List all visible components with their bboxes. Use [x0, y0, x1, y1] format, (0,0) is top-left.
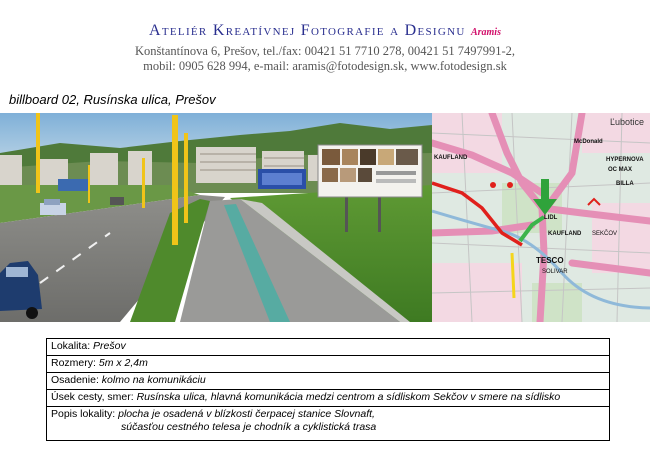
billboard-details-table — [46, 338, 610, 441]
detail-value-continued: súčasťou cestného telesa je chodník a cyklistická trasa — [121, 421, 377, 433]
detail-value: plocha je osadená v blízkosti čerpacej stanice Slovnaft, — [118, 408, 375, 420]
company-title: Ateliér Kreatívnej Fotografie a Designu — [149, 22, 466, 39]
billboard-caption: billboard 02, Rusínska ulica, Prešov — [9, 92, 216, 107]
address-line-1: Konštantínova 6, Prešov, tel./fax: 00421 51 7710 278, 00421 51 7497991-2, — [134, 44, 516, 58]
map-label-kaufland-top: KAUFLAND — [434, 155, 468, 161]
map-label-kaufland-mid: KAUFLAND — [548, 231, 582, 237]
map-label-sekcov: SEKČOV — [592, 231, 618, 237]
company-name — [0, 22, 650, 40]
detail-value: kolmo na komunikáciu — [101, 374, 206, 386]
map-label-billa: BILLA — [616, 181, 634, 187]
map-label-mcdonald: McDonald — [574, 139, 603, 145]
detail-row-osadenie — [47, 373, 609, 390]
map-label-tesco: TESCO — [536, 256, 564, 265]
detail-label: Lokalita: — [51, 340, 91, 352]
detail-label: Popis lokality: — [51, 408, 116, 420]
detail-value: Prešov — [93, 340, 126, 352]
map-label-lidl: LIDL — [544, 215, 558, 221]
street-photo-illustration — [0, 113, 432, 322]
detail-row-rozmery — [47, 356, 609, 373]
brand-logo-text: Aramis — [470, 27, 501, 38]
address-line-2: mobil: 0905 628 994, e-mail: aramis@fotodesign.sk, www.fotodesign.sk — [143, 59, 507, 73]
letterhead — [0, 22, 650, 74]
map-label-lubotice: Ľubotice — [610, 117, 645, 127]
detail-label: Rozmery: — [51, 357, 96, 369]
detail-value: Rusínska ulica, hlavná komunikácia medzi centrom a sídliskom Sekčov v smere na sídlisko — [136, 391, 561, 403]
map-label-solivar: SOLIVAR — [542, 269, 568, 275]
detail-row-usek-cesty — [47, 390, 609, 407]
map-label-hypernova: HYPERNOVA — [606, 157, 644, 163]
street-photo — [0, 113, 432, 322]
map-illustration — [432, 113, 650, 322]
detail-row-lokalita — [47, 339, 609, 356]
detail-row-popis-lokality — [47, 407, 609, 440]
detail-label: Úsek cesty, smer: — [51, 391, 134, 403]
detail-value: 5m x 2,4m — [98, 357, 148, 369]
detail-label: Osadenie: — [51, 374, 99, 386]
map-label-ocmax: OC MAX — [608, 167, 632, 173]
location-map — [432, 113, 650, 322]
